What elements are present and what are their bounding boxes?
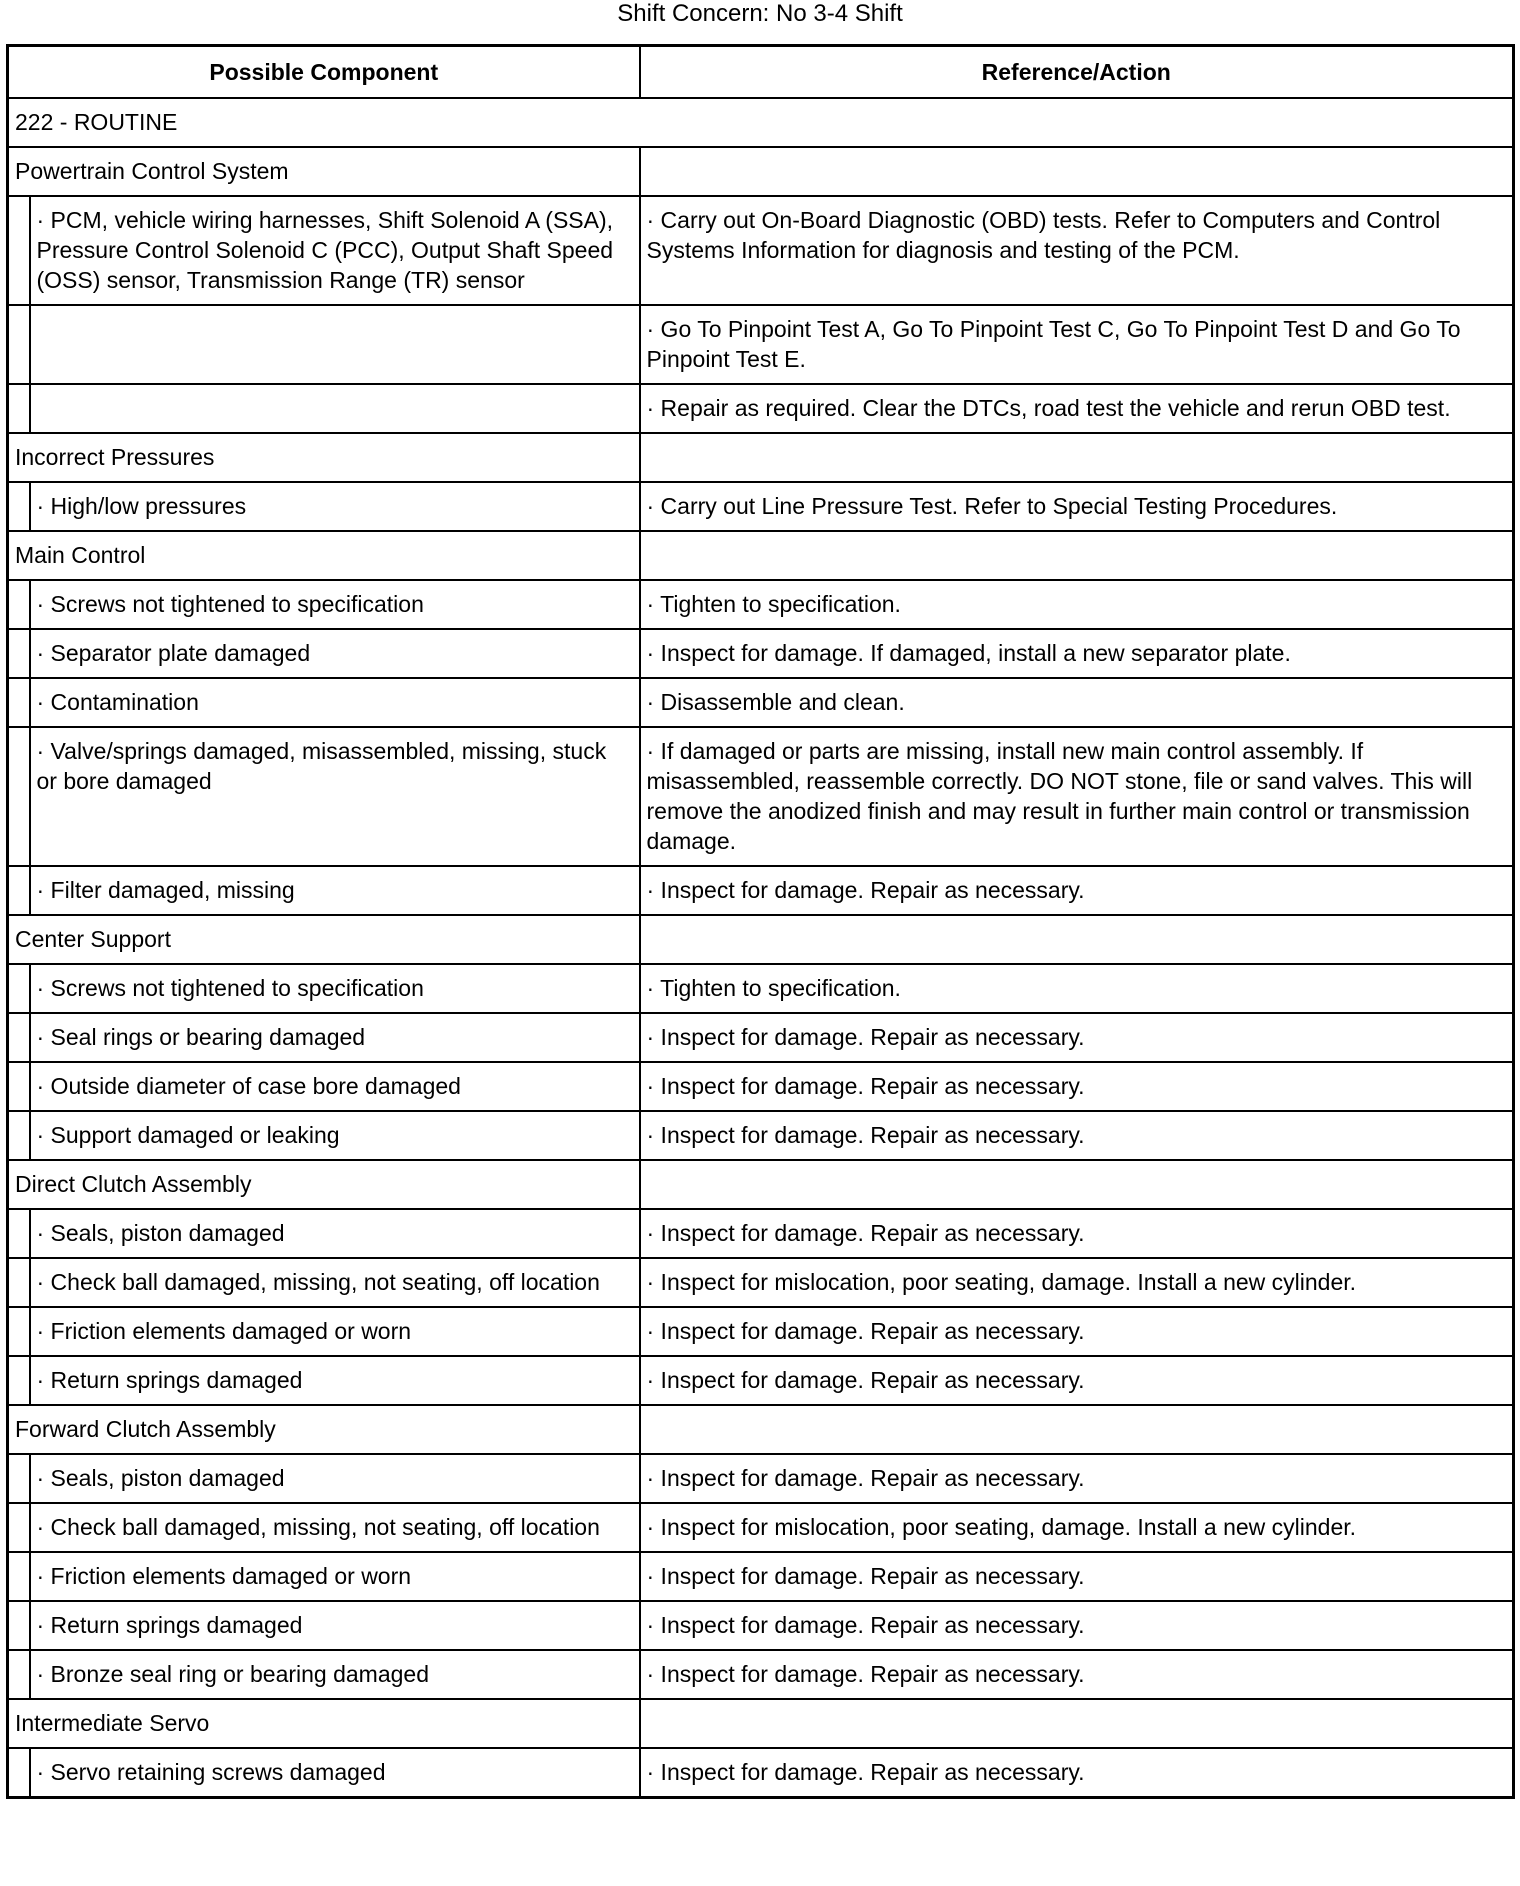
routine-label: 222 - ROUTINE: [8, 98, 1514, 147]
indent-cell: [8, 727, 30, 866]
action-cell: · Carry out On-Board Diagnostic (OBD) tests. Refer to Computers and Control Systems Information for diagnosis and testing of the PCM.: [640, 196, 1514, 305]
section-row: [8, 433, 1514, 482]
indent-cell: [8, 678, 30, 727]
header-row: [8, 46, 1514, 99]
routine-row: [8, 98, 1514, 147]
component-cell: · Separator plate damaged: [30, 629, 640, 678]
indent-cell: [8, 1258, 30, 1307]
indent-cell: [8, 482, 30, 531]
action-cell: · Inspect for damage. Repair as necessary.: [640, 1748, 1514, 1798]
indent-cell: [8, 1062, 30, 1111]
action-cell: · Inspect for damage. Repair as necessary.: [640, 1356, 1514, 1405]
action-cell: · Inspect for damage. Repair as necessary.: [640, 1307, 1514, 1356]
section-action-empty: [640, 433, 1514, 482]
table-caption: Shift Concern: No 3-4 Shift: [617, 0, 903, 27]
indent-cell: [8, 1013, 30, 1062]
section-action-empty: [640, 147, 1514, 196]
indent-cell: [8, 1209, 30, 1258]
indent-cell: [8, 1650, 30, 1699]
indent-cell: [8, 629, 30, 678]
action-cell: · Inspect for damage. If damaged, install a new separator plate.: [640, 629, 1514, 678]
section-row: [8, 1160, 1514, 1209]
table-row: [8, 580, 1514, 629]
table-row: [8, 1552, 1514, 1601]
indent-cell: [8, 1111, 30, 1160]
indent-cell: [8, 1454, 30, 1503]
action-cell: · Inspect for damage. Repair as necessary.: [640, 1062, 1514, 1111]
component-cell: · Bronze seal ring or bearing damaged: [30, 1650, 640, 1699]
table-row: [8, 1748, 1514, 1798]
component-cell: · Contamination: [30, 678, 640, 727]
action-cell: · Inspect for damage. Repair as necessary.: [640, 866, 1514, 915]
table-row: [8, 866, 1514, 915]
section-action-empty: [640, 915, 1514, 964]
table-row: [8, 482, 1514, 531]
table-body: [8, 98, 1514, 1798]
indent-cell: [8, 964, 30, 1013]
section-row: [8, 147, 1514, 196]
table-row: [8, 1356, 1514, 1405]
table-row: [8, 1209, 1514, 1258]
component-cell: · Support damaged or leaking: [30, 1111, 640, 1160]
action-cell: · Inspect for mislocation, poor seating, damage. Install a new cylinder.: [640, 1258, 1514, 1307]
action-cell: · Inspect for damage. Repair as necessary.: [640, 1650, 1514, 1699]
section-title: Incorrect Pressures: [8, 433, 640, 482]
action-cell: · Inspect for damage. Repair as necessary.: [640, 1601, 1514, 1650]
section-row: [8, 915, 1514, 964]
table-row: [8, 1650, 1514, 1699]
component-cell: [30, 384, 640, 433]
action-cell: · Inspect for damage. Repair as necessary.: [640, 1013, 1514, 1062]
indent-cell: [8, 1748, 30, 1798]
section-row: [8, 1699, 1514, 1748]
indent-cell: [8, 1503, 30, 1552]
indent-cell: [8, 1356, 30, 1405]
component-cell: · Return springs damaged: [30, 1356, 640, 1405]
indent-cell: [8, 196, 30, 305]
section-action-empty: [640, 531, 1514, 580]
section-title: Center Support: [8, 915, 640, 964]
indent-cell: [8, 1552, 30, 1601]
table-row: [8, 1111, 1514, 1160]
table-row: [8, 305, 1514, 384]
action-cell: · Go To Pinpoint Test A, Go To Pinpoint Test C, Go To Pinpoint Test D and Go To Pinpoint Test E.: [640, 305, 1514, 384]
table-row: [8, 196, 1514, 305]
component-cell: · Outside diameter of case bore damaged: [30, 1062, 640, 1111]
action-cell: · Carry out Line Pressure Test. Refer to Special Testing Procedures.: [640, 482, 1514, 531]
action-cell: · Disassemble and clean.: [640, 678, 1514, 727]
component-cell: · PCM, vehicle wiring harnesses, Shift Solenoid A (SSA), Pressure Control Solenoid C (PCC), Output Shaft Speed (OSS) sensor, Transmission Range (TR) sensor: [30, 196, 640, 305]
component-cell: · Filter damaged, missing: [30, 866, 640, 915]
table-row: [8, 727, 1514, 866]
table-row: [8, 1062, 1514, 1111]
action-cell: · Tighten to specification.: [640, 964, 1514, 1013]
component-cell: · Friction elements damaged or worn: [30, 1552, 640, 1601]
header-possible-component: Possible Component: [8, 46, 640, 99]
component-cell: · Check ball damaged, missing, not seating, off location: [30, 1258, 640, 1307]
component-cell: [30, 305, 640, 384]
table-row: [8, 1013, 1514, 1062]
component-cell: · Seals, piston damaged: [30, 1209, 640, 1258]
component-cell: · Screws not tightened to specification: [30, 580, 640, 629]
section-title: Powertrain Control System: [8, 147, 640, 196]
action-cell: · If damaged or parts are missing, install new main control assembly. If misassembled, reassemble correctly. DO NOT stone, file or sand valves. This will remove the anodized finish and may result in further main control or transmission damage.: [640, 727, 1514, 866]
component-cell: · Check ball damaged, missing, not seating, off location: [30, 1503, 640, 1552]
indent-cell: [8, 580, 30, 629]
shift-concern-table: [6, 44, 1515, 1799]
component-cell: · High/low pressures: [30, 482, 640, 531]
section-action-empty: [640, 1699, 1514, 1748]
indent-cell: [8, 305, 30, 384]
action-cell: · Repair as required. Clear the DTCs, road test the vehicle and rerun OBD test.: [640, 384, 1514, 433]
indent-cell: [8, 1307, 30, 1356]
table-row: [8, 1503, 1514, 1552]
indent-cell: [8, 866, 30, 915]
table-row: [8, 1307, 1514, 1356]
action-cell: · Inspect for damage. Repair as necessary.: [640, 1209, 1514, 1258]
action-cell: · Inspect for damage. Repair as necessary.: [640, 1552, 1514, 1601]
table-row: [8, 1601, 1514, 1650]
section-action-empty: [640, 1160, 1514, 1209]
table-row: [8, 964, 1514, 1013]
component-cell: · Valve/springs damaged, misassembled, missing, stuck or bore damaged: [30, 727, 640, 866]
table-row: [8, 629, 1514, 678]
indent-cell: [8, 384, 30, 433]
component-cell: · Seals, piston damaged: [30, 1454, 640, 1503]
section-title: Direct Clutch Assembly: [8, 1160, 640, 1209]
table-row: [8, 1454, 1514, 1503]
action-cell: · Tighten to specification.: [640, 580, 1514, 629]
component-cell: · Servo retaining screws damaged: [30, 1748, 640, 1798]
section-row: [8, 1405, 1514, 1454]
component-cell: · Return springs damaged: [30, 1601, 640, 1650]
section-action-empty: [640, 1405, 1514, 1454]
table-row: [8, 384, 1514, 433]
component-cell: · Friction elements damaged or worn: [30, 1307, 640, 1356]
action-cell: · Inspect for damage. Repair as necessary.: [640, 1454, 1514, 1503]
table-row: [8, 1258, 1514, 1307]
table-row: [8, 678, 1514, 727]
action-cell: · Inspect for mislocation, poor seating, damage. Install a new cylinder.: [640, 1503, 1514, 1552]
indent-cell: [8, 1601, 30, 1650]
action-cell: · Inspect for damage. Repair as necessary.: [640, 1111, 1514, 1160]
component-cell: · Seal rings or bearing damaged: [30, 1013, 640, 1062]
component-cell: · Screws not tightened to specification: [30, 964, 640, 1013]
section-title: Forward Clutch Assembly: [8, 1405, 640, 1454]
section-title: Main Control: [8, 531, 640, 580]
header-reference-action: Reference/Action: [640, 46, 1514, 99]
section-row: [8, 531, 1514, 580]
section-title: Intermediate Servo: [8, 1699, 640, 1748]
